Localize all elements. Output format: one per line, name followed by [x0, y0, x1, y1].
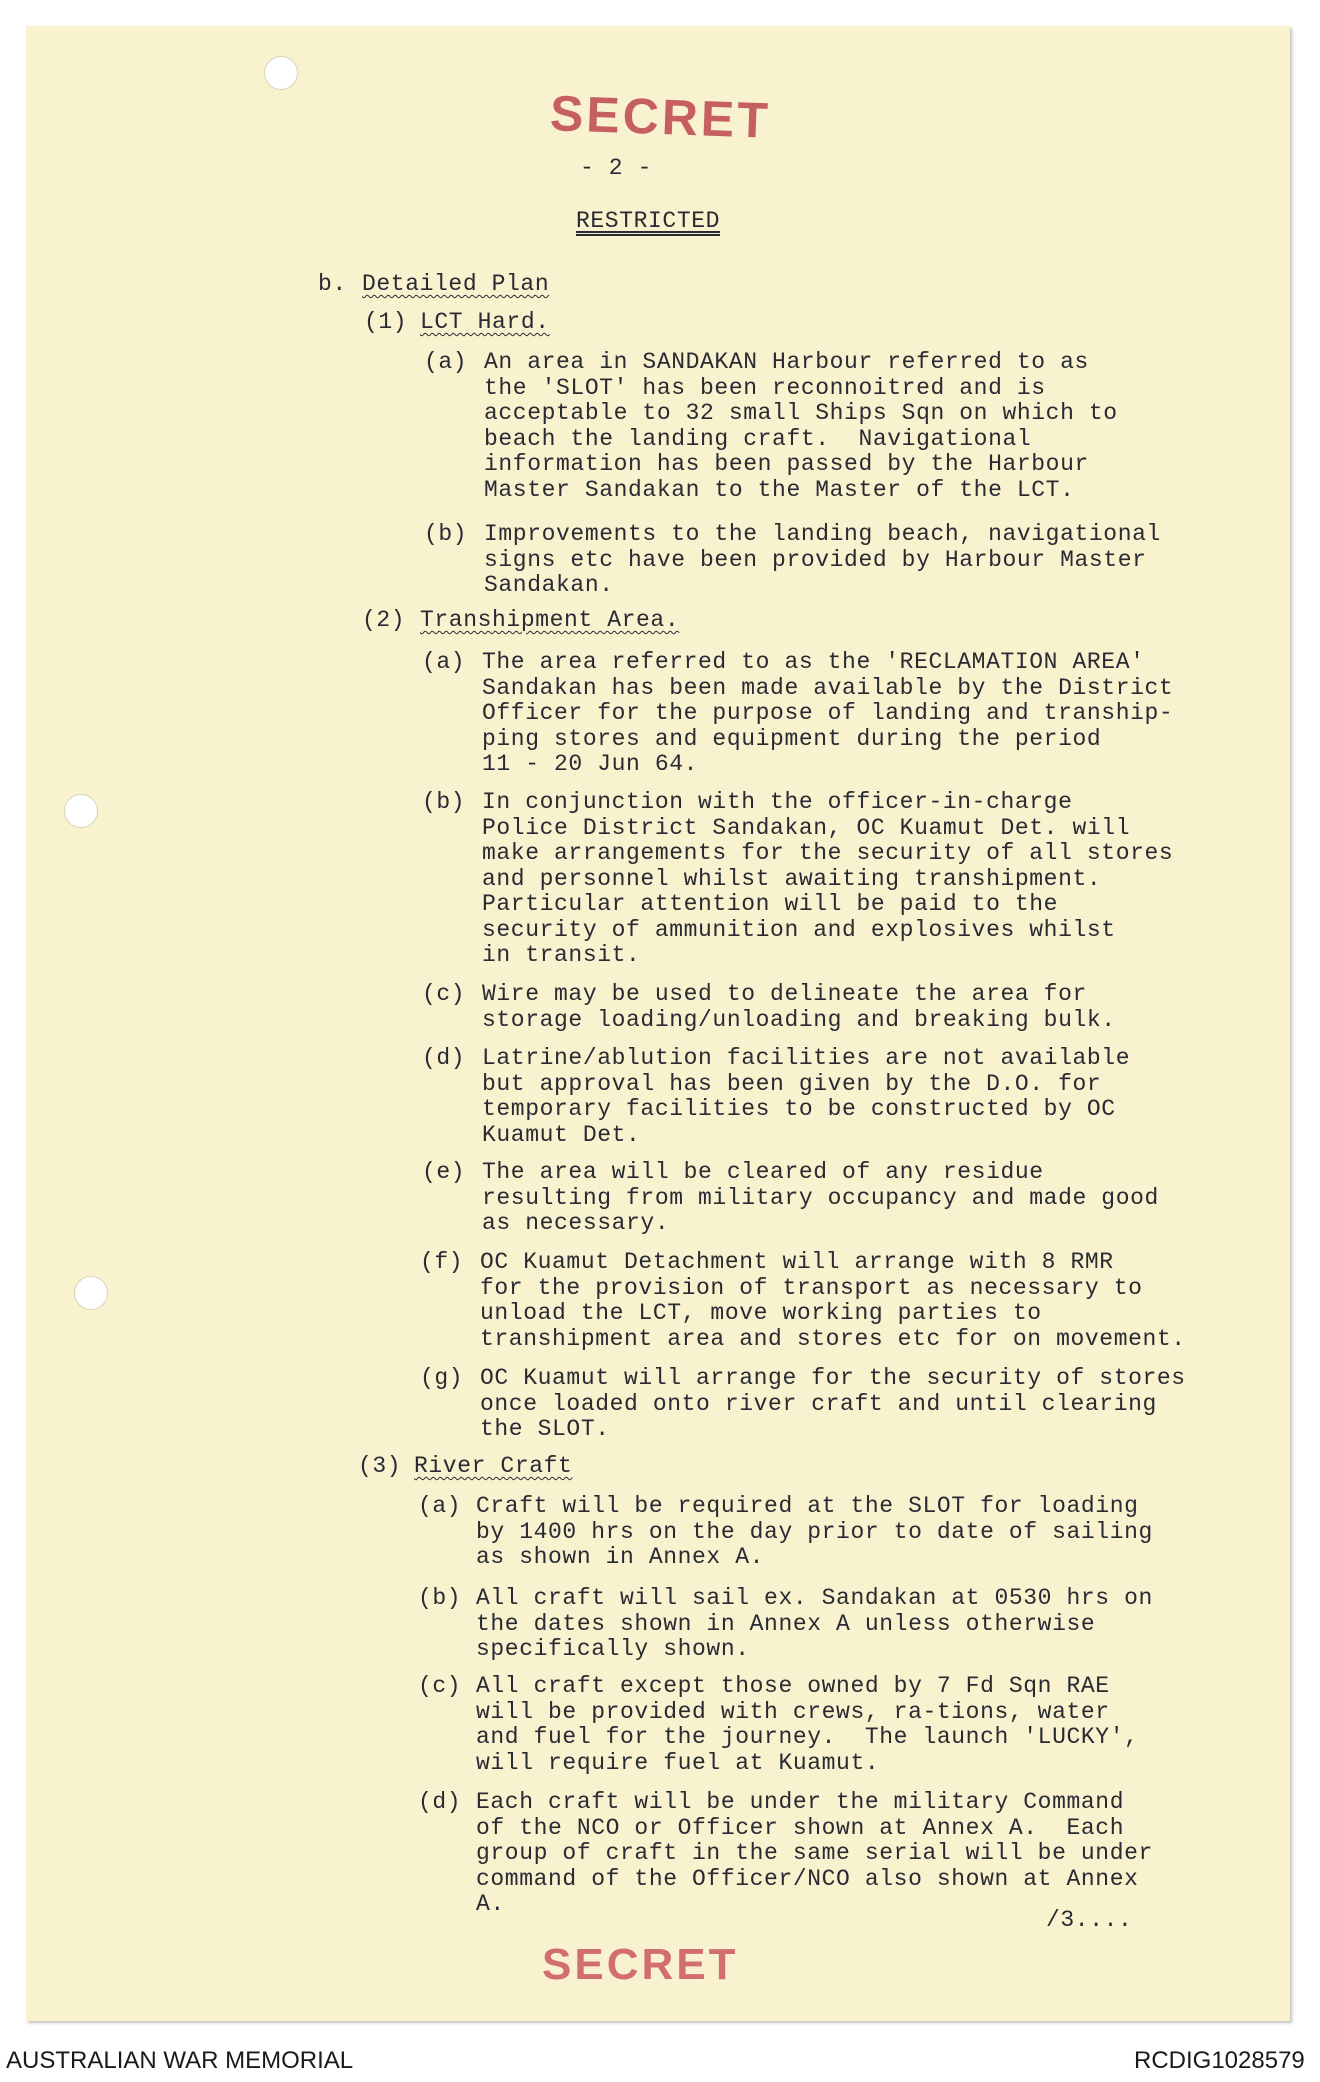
para-label: (a)	[424, 349, 468, 375]
paragraph: All craft will sail ex. Sandakan at 0530 hrs on the dates shown in Annex A unless otherwise specifically shown.	[476, 1585, 1153, 1662]
para-label: (b)	[418, 1585, 462, 1611]
paragraph: Wire may be used to delineate the area for storage loading/unloading and breaking bulk.	[482, 981, 1116, 1033]
paragraph: In conjunction with the officer-in-charge Police District Sandakan, OC Kuamut Det. will make arrangements for the security of all stores and personnel whilst awaiting transhipment. Particular attention will be paid to the security of ammunition and explosives whilst in transit.	[482, 789, 1174, 968]
sec2-number: (2)	[362, 607, 406, 633]
para-label: (b)	[422, 789, 466, 815]
sec3-number: (3)	[358, 1453, 402, 1479]
sec2-title: Transhipment Area.	[420, 607, 680, 633]
section-b-label: b.	[318, 271, 347, 297]
punch-hole	[74, 1276, 108, 1310]
paragraph: The area will be cleared of any residue resulting from military occupancy and made good as necessary.	[482, 1159, 1159, 1236]
paragraph: OC Kuamut Detachment will arrange with 8 RMR for the provision of transport as necessary to unload the LCT, move working parties to transhipment area and stores etc for on movement.	[480, 1249, 1186, 1352]
footer-archive-name: AUSTRALIAN WAR MEMORIAL	[6, 2047, 354, 2074]
secret-stamp-bottom: SECRET	[542, 1940, 739, 1989]
para-label: (a)	[422, 649, 466, 675]
para-label: (c)	[422, 981, 466, 1007]
sec3-title: River Craft	[414, 1453, 573, 1479]
para-label: (g)	[420, 1365, 464, 1391]
paragraph: Improvements to the landing beach, navigational signs etc have been provided by Harbour Master Sandakan.	[484, 521, 1161, 598]
footer-record-id: RCDIG1028579	[1134, 2047, 1305, 2074]
page-number: - 2 -	[580, 155, 653, 181]
classification-marking: RESTRICTED	[576, 208, 721, 234]
para-label: (c)	[418, 1673, 462, 1699]
para-label: (a)	[418, 1493, 462, 1519]
paragraph: Each craft will be under the military Command of the NCO or Officer shown at Annex A. Each group of craft in the same serial will be under command of the Officer/NCO also shown at Annex A.	[476, 1789, 1153, 1917]
para-label: (d)	[418, 1789, 462, 1815]
section-b-title: Detailed Plan	[362, 271, 550, 297]
paragraph: OC Kuamut will arrange for the security of stores once loaded onto river craft and until clearing the SLOT.	[480, 1365, 1186, 1442]
punch-hole	[264, 56, 298, 90]
continuation-marker: /3....	[1046, 1907, 1133, 1933]
paragraph: An area in SANDAKAN Harbour referred to as the 'SLOT' has been reconnoitred and is acceptable to 32 small Ships Sqn on which to beach the landing craft. Navigational information has been passed by the Harbour Master Sandakan to the Master of the LCT.	[484, 349, 1118, 503]
para-label: (f)	[420, 1249, 464, 1275]
paragraph: Craft will be required at the SLOT for loading by 1400 hrs on the day prior to date of sailing as shown in Annex A.	[476, 1493, 1153, 1570]
para-label: (d)	[422, 1045, 466, 1071]
sec1-title: LCT Hard.	[420, 309, 550, 335]
para-label: (b)	[424, 521, 468, 547]
secret-stamp-top: SECRET	[549, 85, 772, 149]
sec1-number: (1)	[364, 309, 408, 335]
paragraph: The area referred to as the 'RECLAMATION AREA' Sandakan has been made available by the District Officer for the purpose of landing and tranship- ping stores and equipment during the period 11 - 20 Jun 64.	[482, 649, 1174, 777]
punch-hole	[64, 794, 98, 828]
paragraph: Latrine/ablution facilities are not available but approval has been given by the D.O. for temporary facilities to be constructed by OC Kuamut Det.	[482, 1045, 1131, 1148]
para-label: (e)	[422, 1159, 466, 1185]
paragraph: All craft except those owned by 7 Fd Sqn RAE will be provided with crews, ra-tions, water and fuel for the journey. The launch 'LUCKY', will require fuel at Kuamut.	[476, 1673, 1139, 1776]
